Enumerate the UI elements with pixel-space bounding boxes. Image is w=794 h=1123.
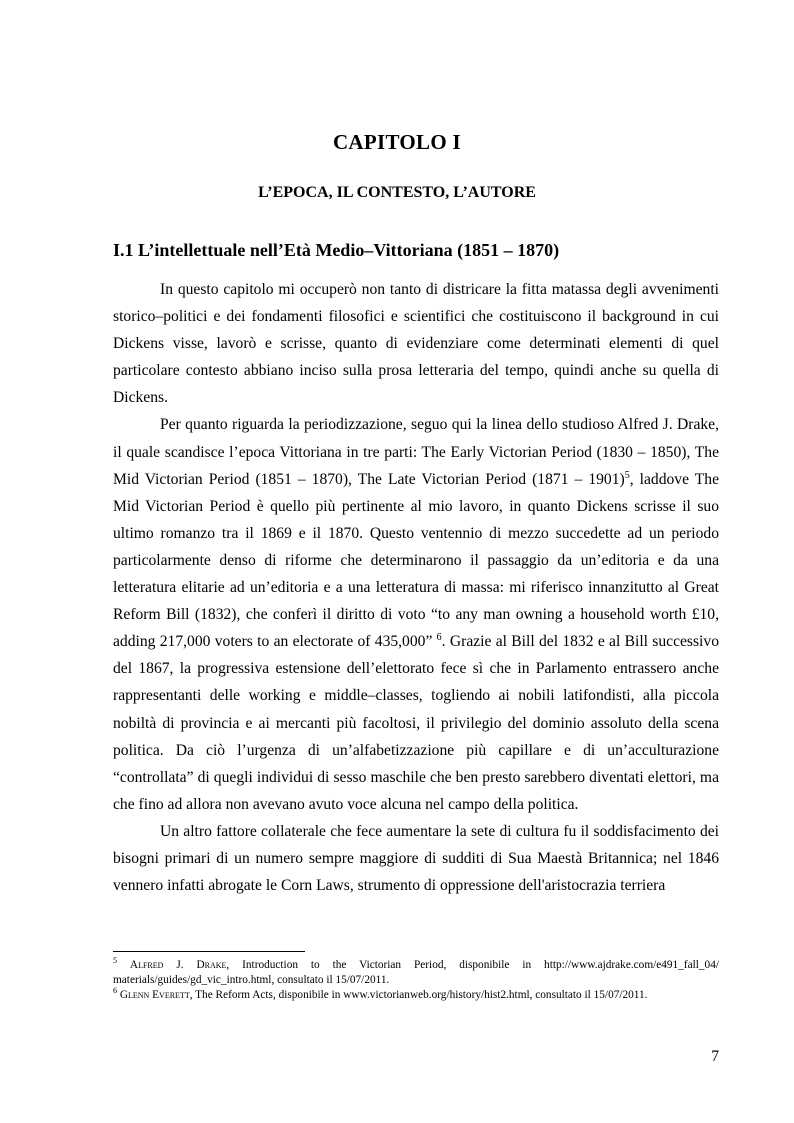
footnote-author: Glenn Everett <box>119 989 190 1001</box>
paragraph-2-part-1: Per quanto riguarda la periodizzazione, seguo qui la linea dello studioso Alfred J. Drake, il quale scandisce l’epoca Vittoriana in tre parti: The Early Victorian Period (1830 – 1850), The Mid Victorian Period (1851 – 1870), The Late Victorian Period (1871 – 1901) <box>113 416 719 488</box>
footnote-6 <box>113 988 719 1003</box>
footnotes <box>113 958 719 1004</box>
paragraph-1: In questo capitolo mi occuperò non tanto di districare la fitta matassa degli avvenimenti storico–politici e dei fondamenti filosofici e scientifici che costituiscono il background in cui Dickens visse, lavorò e scrisse, quanto di evidenziare come determinati elementi di quel particolare contesto abbiano inciso sulla prosa letteraria del tempo, quindi anche su quella di Dickens. <box>113 281 719 407</box>
footnote-author: Alfred J. Drake <box>129 959 227 971</box>
footnote-mark: 6 <box>113 986 117 996</box>
section-heading: I.1 L’intellettuale nell’Età Medio–Vittoriana (1851 – 1870) <box>113 240 560 260</box>
chapter-subtitle: L’EPOCA, IL CONTESTO, L’AUTORE <box>258 184 536 201</box>
paragraph-2-part-3: . Grazie al Bill del 1832 e al Bill successivo del 1867, la progressiva estensione dell’elettorato fece sì che in Parlamento entrassero anche rappresentanti delle working e middle–classes, togliendo ai nobili latifondisti, alla piccola nobiltà di provincia e ai mercanti più facoltosi, il privilegio del dominio assoluto della scena politica. Da ciò l’urgenza di un’alfabetizzazione più capillare e di un’acculturazione “controllata” di quegli individui di sesso maschile che ben presto sarebbero diventati elettori, ma che fino ad allora non avevano avuto voce alcuna nel campo della politica. <box>113 633 719 813</box>
page-number: 7 <box>711 1048 719 1065</box>
paragraph-2 <box>113 411 719 817</box>
paragraph-3: Un altro fattore collaterale che fece aumentare la sete di cultura fu il soddisfacimento dei bisogni primari di un numero sempre maggiore di sudditi di Sua Maestà Britannica; nel 1846 vennero infatti abrogate le Corn Laws, strumento di oppressione dell'aristocrazia terriera <box>113 822 719 895</box>
chapter-title: CAPITOLO I <box>332 130 462 154</box>
footnote-reference-6[interactable]: 6 <box>436 632 442 644</box>
footnote-separator <box>113 951 305 952</box>
footnote-mark: 5 <box>113 956 117 966</box>
footnote-5 <box>113 958 719 987</box>
footnote-reference-5[interactable]: 5 <box>624 469 630 481</box>
footnote-text: , The Reform Acts, disponibile in www.victorianweb.org/history/hist2.html, consultato il 15/07/2011. <box>189 989 648 1001</box>
paragraph-2-part-2: , laddove The Mid Victorian Period è quello più pertinente al mio lavoro, in quanto Dickens scrisse il suo ultimo romanzo tra il 1869 e il 1870. Questo ventennio di mezzo succedette ad un periodo particolarmente denso di riforme che determinarono il passaggio da un’editoria e da una letteratura elitarie ad un’editoria e a una letteratura di massa: mi riferisco innanzitutto al Great Reform Bill (1832), che conferì il diritto di voto “to any man owning a household worth £10, adding 217,000 voters to an electorate of 435,000” <box>113 470 719 651</box>
body-text <box>113 276 719 899</box>
footnote-text: , Introduction to the Victorian Period, disponibile in http://www.ajdrake.com/e491_fall_04/ materials/guides/gd_vic_intro.html, consultato il 15/07/2011. <box>113 959 719 986</box>
